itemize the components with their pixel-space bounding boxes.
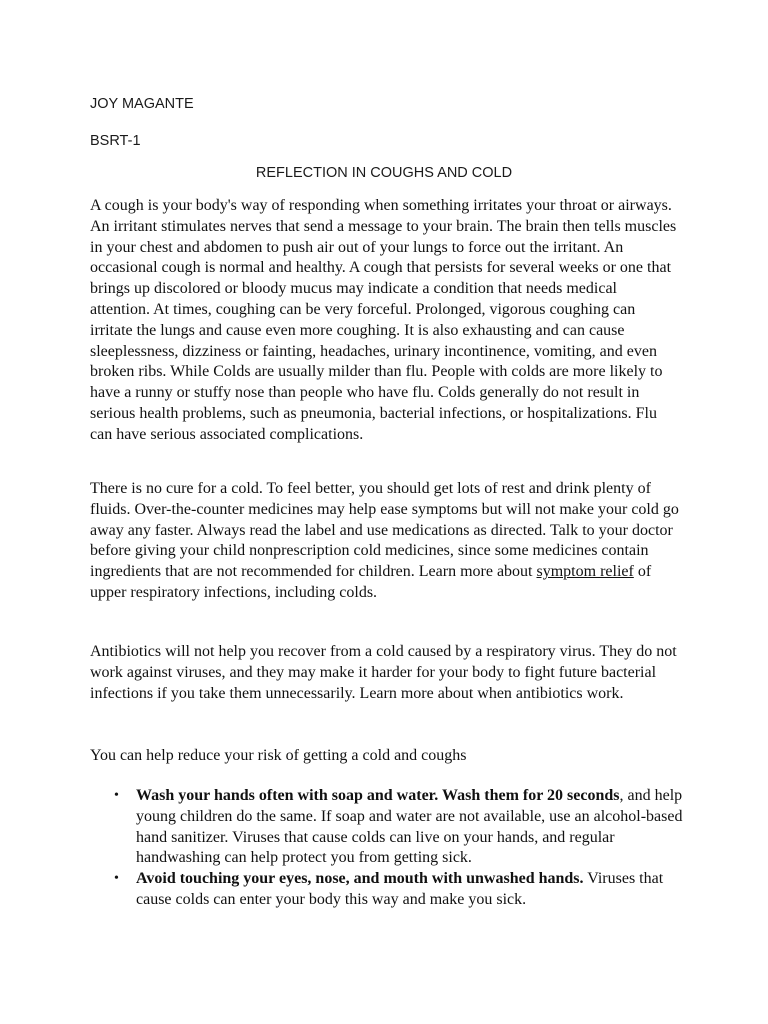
list-item-text: Viruses that cause colds can enter your body this way and make you sick. bbox=[136, 870, 664, 908]
author-name: JOY MAGANTE bbox=[90, 96, 194, 112]
paragraph-antibiotics: Antibiotics will not help you recover from a cold caused by a respiratory virus. They do not work against viruses, and they may make it harder for your body to fight future bacterial infections if you take them unnecessarily. Learn more about when antibiotics work. bbox=[90, 643, 677, 702]
list-item-avoid-touching bbox=[90, 869, 690, 911]
paragraph-no-cure-end: of upper respiratory infections, including colds. bbox=[90, 563, 652, 601]
list-item-bold-text: Wash your hands often with soap and water. Wash them for 20 seconds bbox=[136, 787, 620, 804]
list-item-bold-text: Avoid touching your eyes, nose, and mouth with unwashed hands. bbox=[136, 870, 584, 888]
symptom-relief-link[interactable]: symptom relief bbox=[536, 563, 634, 581]
prevention-list bbox=[90, 786, 690, 911]
paragraph-reduce-risk: You can help reduce your risk of getting a cold and coughs bbox=[90, 747, 467, 764]
bullet-icon: • bbox=[114, 788, 119, 803]
list-item-text: , and help young children do the same. If soap and water are not available, use an alcohol-based hand sanitizer. Viruses that cause colds can live on your hands, and regular handwashing can help protect you from getting sick. bbox=[136, 787, 683, 867]
document-title: REFLECTION IN COUGHS AND COLD bbox=[255, 165, 513, 181]
bullet-icon: • bbox=[114, 871, 119, 887]
paragraph-no-cure-text: There is no cure for a cold. To feel better, you should get lots of rest and drink plenty of fluids. Over-the-counter medicines may help ease symptoms but will not make your cold go away any faster. Always read the label and use medications as directed. Talk to your doctor before giving your child nonprescription cold medicines, since some medicines contain ingredients that are not recommended for children. Learn more about bbox=[90, 480, 679, 581]
paragraph-coughs: A cough is your body's way of responding when something irritates your throat or airways. An irritant stimulates nerves that send a message to your brain. The brain then tells muscles in your chest and abdomen to push air out of your lungs to force out the irritant. An occasional cough is normal and healthy. A cough that persists for several weeks or one that brings up discolored or bloody mucus may indicate a condition that needs medical attention. At times, coughing can be very forceful. Prolonged, vigorous coughing can irritate the lungs and cause even more coughing. It is also exhausting and can cause sleeplessness, dizziness or fainting, headaches, urinary incontinence, vomiting, and even broken ribs. While Colds are usually milder than flu. People with colds are more likely to have a runny or stuffy nose than people who have flu. Colds generally do not result in serious health problems, such as pneumonia, bacterial infections, or hospitalizations. Flu can have serious associated complications. bbox=[90, 197, 677, 443]
list-item-wash-hands bbox=[90, 786, 690, 869]
paragraph-no-cure bbox=[90, 479, 680, 604]
course-code: BSRT-1 bbox=[90, 133, 141, 149]
